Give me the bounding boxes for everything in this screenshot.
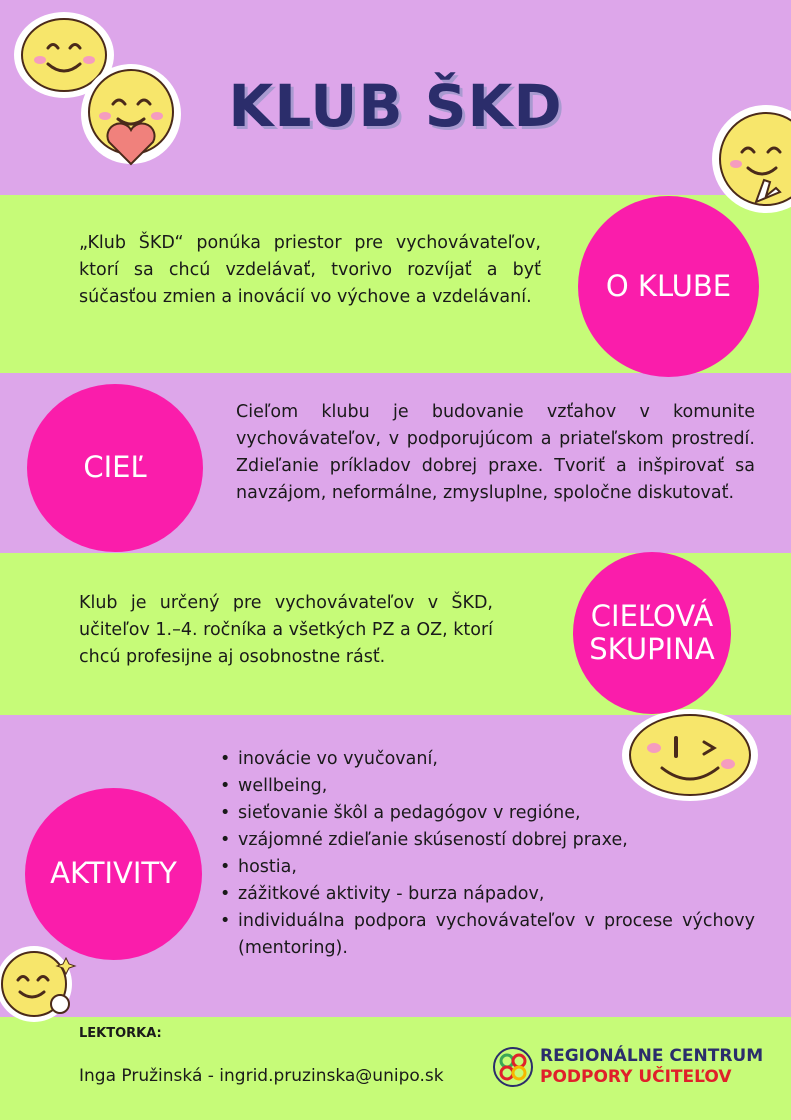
- about-label: O KLUBE: [605, 268, 732, 303]
- smiley-ok-icon: [0, 944, 80, 1024]
- list-item: • hostia,: [218, 854, 755, 881]
- logo-line1: REGIONÁLNE CENTRUM: [540, 1046, 764, 1066]
- activities-list: [218, 746, 755, 962]
- target-text: Klub je určený pre vychovávateľov v ŠKD, učiteľov 1.–4. ročníka a všetkých PZ a OZ, ktorí chcú profesijne aj osobnostne rásť.: [79, 593, 493, 667]
- smiley-wave-icon: [706, 104, 791, 216]
- list-item: • inovácie vo vyučovaní,: [218, 746, 755, 773]
- lecturer-contact: Inga Pružinská - ingrid.pruzinska@unipo.sk: [79, 1066, 444, 1086]
- lecturer-label: LEKTORKA:: [79, 1026, 162, 1041]
- goal-text: Cieľom klubu je budovanie vzťahov v komunite vychovávateľov, v podporujúcom a priateľskom prostredí. Zdieľanie príkladov dobrej praxe. Tvoriť a inšpirovať sa navzájom, neformálne, zmysluplne, spoločne diskutovať.: [236, 402, 755, 503]
- list-item: • vzájomné zdieľanie skúseností dobrej praxe,: [218, 827, 755, 854]
- about-circle: [578, 196, 759, 377]
- list-item: • individuálna podpora vychovávateľov v procese výchovy (mentoring).: [218, 908, 755, 962]
- smiley-heart-icon: [78, 64, 184, 174]
- target-circle: [573, 552, 731, 714]
- page-title: KLUB ŠKD: [228, 72, 563, 140]
- goal-circle: [27, 384, 203, 552]
- rcpu-logo: [492, 1044, 782, 1090]
- list-item: • zážitkové aktivity - burza nápadov,: [218, 881, 755, 908]
- about-text: „Klub ŠKD“ ponúka priestor pre vychovávateľov, ktorí sa chcú vzdelávať, tvorivo rozvíjať a byť súčasťou zmien a inovácií vo výchove a vzdelávaní.: [79, 233, 541, 307]
- target-label-line1: CIEĽOVÁ: [590, 598, 714, 633]
- list-item: • wellbeing,: [218, 773, 755, 800]
- target-label-line2: SKUPINA: [589, 632, 715, 666]
- list-item: • sieťovanie škôl a pedagógov v regióne,: [218, 800, 755, 827]
- goal-label: CIEĽ: [83, 450, 147, 485]
- logo-line2: PODPORY UČITEĽOV: [540, 1067, 732, 1087]
- logo-ring-icon: [492, 1046, 534, 1088]
- activities-label: AKTIVITY: [50, 856, 177, 891]
- activities-circle: [25, 788, 202, 960]
